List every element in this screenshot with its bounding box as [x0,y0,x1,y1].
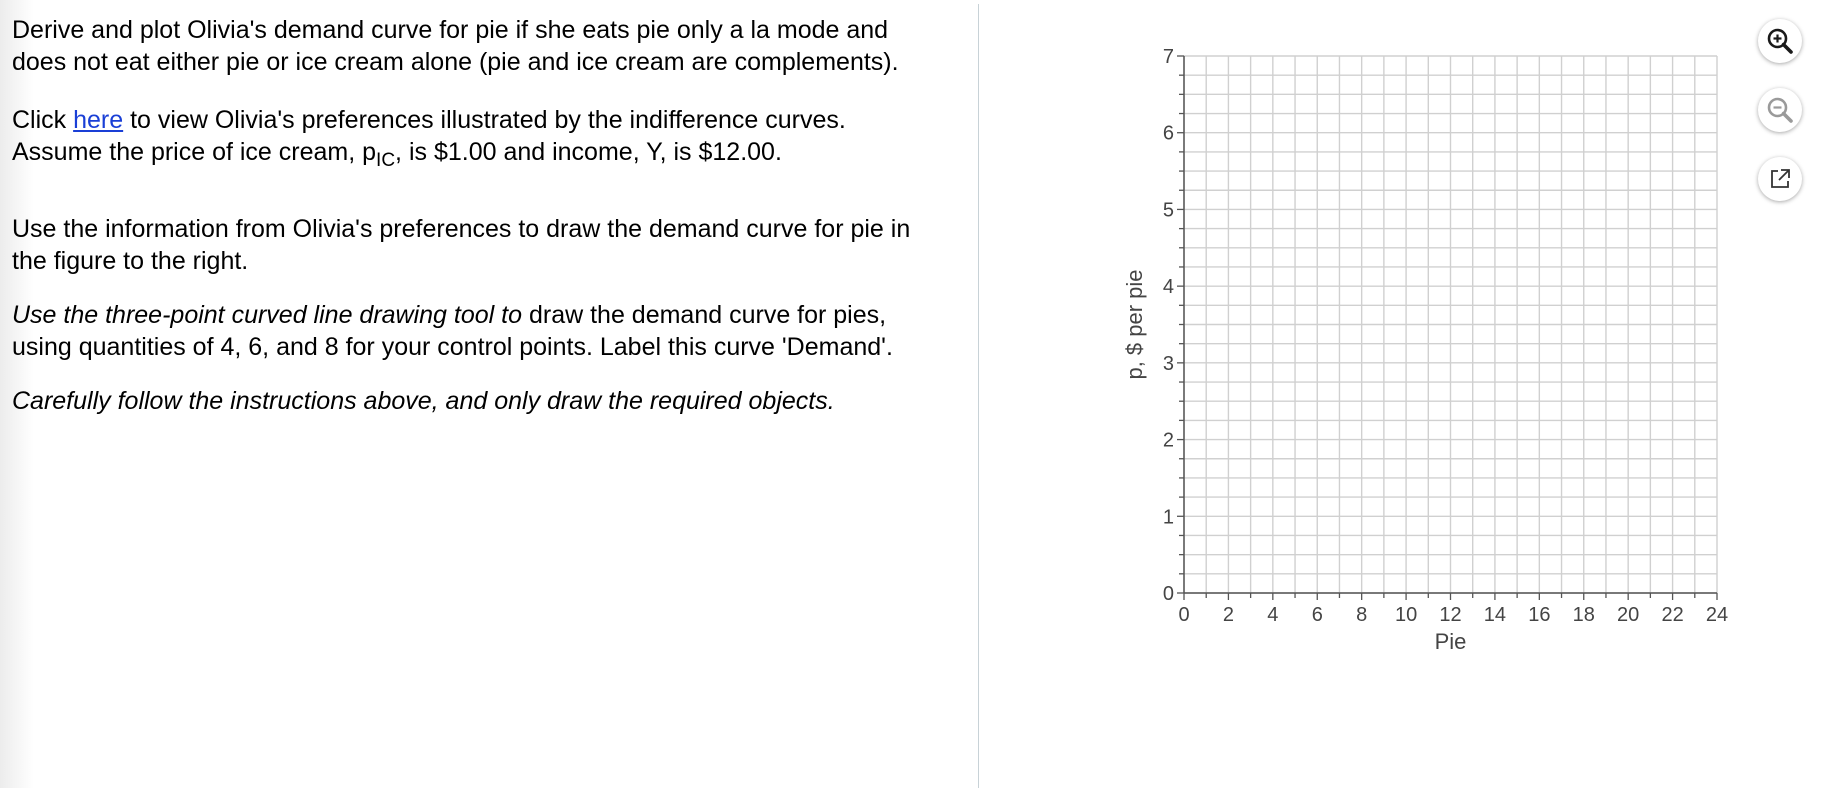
y-tick-label: 5 [1162,199,1174,222]
y-axis-title: p, $ per pie [1122,269,1147,380]
question-panel [12,14,962,417]
tool-line2: using quantities of 4, 6, and 8 for your control points. Label this curve 'Demand'. [12,333,893,361]
x-tick-label: 0 [1178,604,1190,626]
question-careful-note: Carefully follow the instructions above, and only draw the required objects. [12,387,835,415]
x-tick-label: 22 [1661,604,1684,626]
y-tick-label: 1 [1162,506,1174,529]
x-tick-label: 24 [1705,604,1729,626]
zoom-in-button[interactable] [1758,19,1802,63]
y-tick-label: 2 [1162,429,1174,452]
x-tick-label: 18 [1572,604,1595,626]
question-preferences-note [12,104,962,177]
x-tick-label: 12 [1439,604,1462,626]
axis-labels [1122,46,1728,654]
tool-rest-text: draw the demand curve for pies, [522,301,887,329]
x-tick-label: 20 [1617,604,1640,626]
info-line1: Use the information from Olivia's preferences to draw the demand curve for pie in [12,215,911,243]
question-intro-line1: Derive and plot Olivia's demand curve for pie if she eats pie only a la mode and [12,16,889,44]
tick-marks [1177,56,1717,600]
grid-lines [1184,56,1717,593]
zoom-out-icon [1765,95,1795,125]
demand-graph[interactable] [1100,40,1740,680]
tool-italic-text: Use the three-point curved line drawing tool to [12,301,523,329]
info-line2: the figure to the right. [12,247,249,275]
x-tick-label: 4 [1267,604,1279,626]
y-tick-label: 6 [1162,122,1174,145]
click-suffix: to view Olivia's preferences illustrated by the indifference curves. [123,106,846,134]
question-intro [12,14,962,78]
external-link-icon [1767,166,1793,192]
assume-prefix: Assume the price of ice cream, p [12,138,377,166]
assume-suffix: , is $1.00 and income, Y, is $12.00. [395,138,782,166]
assume-subscript: IC [376,150,396,171]
x-tick-label: 14 [1483,604,1507,626]
y-tick-label: 7 [1162,46,1174,68]
x-tick-label: 8 [1356,604,1368,626]
question-intro-line2: does not eat either pie or ice cream alone (pie and ice cream are complements). [12,48,899,76]
zoom-out-button[interactable] [1758,88,1802,132]
y-tick-label: 0 [1162,583,1174,605]
x-tick-label: 6 [1311,604,1323,626]
x-tick-label: 10 [1394,604,1418,626]
question-tool-instructions [12,299,962,363]
y-tick-label: 3 [1162,352,1174,375]
click-prefix: Click [12,106,74,134]
y-tick-label: 4 [1162,276,1174,299]
zoom-in-icon [1765,26,1795,56]
x-axis-title: Pie [1434,629,1467,654]
x-tick-label: 2 [1222,604,1234,626]
question-info [12,213,962,277]
popout-button[interactable] [1758,157,1802,201]
x-tick-label: 16 [1528,604,1551,626]
preferences-link[interactable]: here [73,106,124,134]
panel-divider [978,4,979,788]
